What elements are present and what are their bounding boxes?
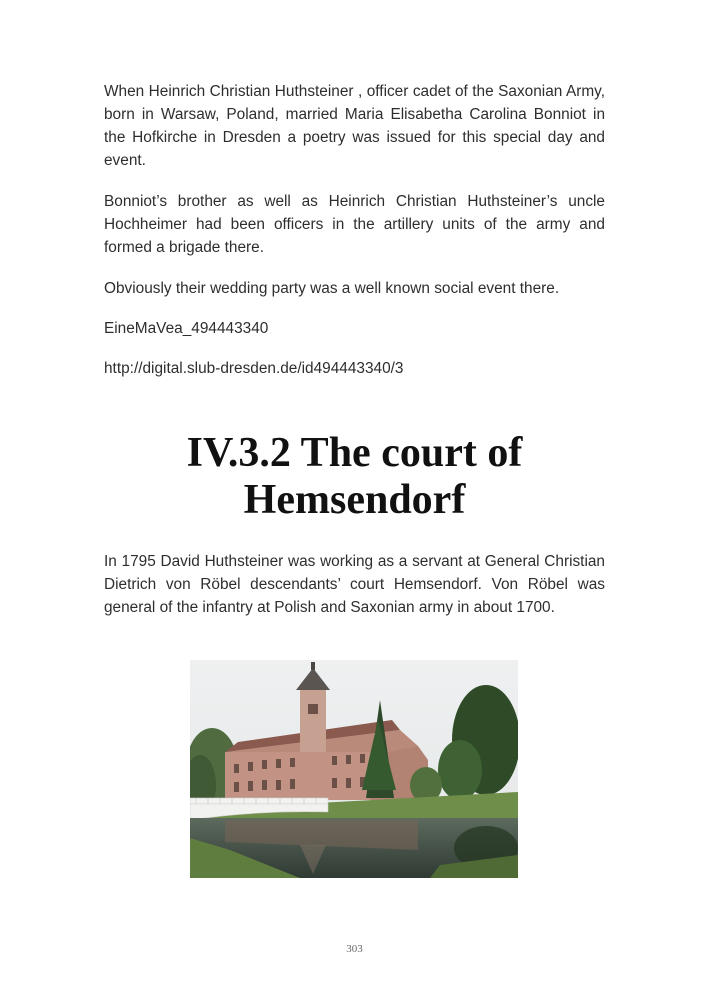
- page-number: 303: [346, 943, 363, 955]
- section-heading: IV.3.2 The court of Hemsendorf: [186, 430, 523, 523]
- reference-url: http://digital.slub-dresden.de/id494443340/3: [104, 360, 404, 377]
- paragraph-wedding: When Heinrich Christian Huthsteiner , officer cadet of the Saxonian Army, born in Warsaw, Poland, married Maria Elisabetha Carolina Bonniot in the Hofkirche in Dresden a poetry was issued for this special day and event.: [104, 83, 605, 169]
- reference-id: EineMaVea_494443340: [104, 320, 269, 337]
- paragraph-bonniot-brother: Bonniot’s brother as well as Heinrich Christian Huthsteiner’s uncle Hochheimer had been officers in the artillery units of the army and formed a brigade there.: [104, 193, 605, 256]
- castle-photo: [190, 660, 518, 878]
- paragraph-wedding-party: Obviously their wedding party was a well known social event there.: [104, 280, 560, 297]
- paragraph-hemsendorf: In 1795 David Huthsteiner was working as a servant at General Christian Dietrich von Röbel descendants’ court Hemsendorf. Von Röbel was general of the infantry at Polish and Saxonian army in about 1700.: [104, 553, 605, 616]
